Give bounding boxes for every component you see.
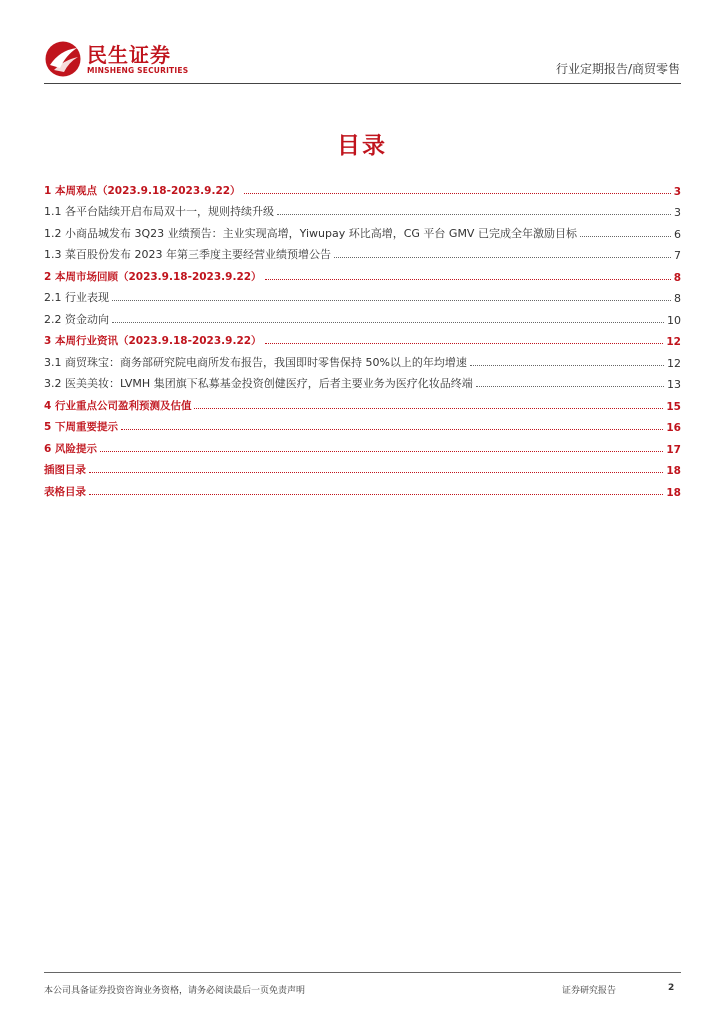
- toc-dot-leader: [112, 322, 664, 323]
- toc-entry-page: 3: [673, 185, 681, 198]
- toc-entry-label: 插图目录: [44, 464, 86, 476]
- toc-dot-leader: [580, 236, 671, 237]
- company-logo: [44, 40, 189, 80]
- toc-dot-leader: [476, 386, 664, 387]
- toc-entry-label: 2 本周市场回顾（2023.9.18-2023.9.22）: [44, 270, 262, 283]
- toc-entry-label: 5 下周重要提示: [44, 421, 118, 433]
- toc-entry-subsection[interactable]: [44, 219, 681, 241]
- toc-dot-leader: [100, 451, 663, 452]
- toc-entry-subsection[interactable]: [44, 370, 681, 392]
- toc-entry-label: 6 风险提示: [44, 442, 97, 455]
- toc-entry-section[interactable]: [44, 477, 681, 499]
- toc-entry-section[interactable]: [44, 262, 681, 284]
- toc-entry-section[interactable]: [44, 456, 681, 478]
- toc-dot-leader: [194, 408, 663, 409]
- toc-entry-label: 2.2 资金动向: [44, 312, 109, 326]
- toc-entry-page: 18: [666, 465, 681, 477]
- table-of-contents: [44, 176, 681, 499]
- toc-entry-label: 1 本周观点（2023.9.18-2023.9.22）: [44, 184, 241, 197]
- toc-entry-section[interactable]: [44, 434, 681, 456]
- toc-entry-label: 4 行业重点公司盈利预测及估值: [44, 399, 192, 412]
- toc-entry-subsection[interactable]: [44, 305, 681, 327]
- header-divider: [44, 83, 681, 84]
- toc-entry-label: 1.3 菜百股份发布 2023 年第三季度主要经营业绩预增公告: [44, 248, 331, 261]
- toc-entry-page: 16: [666, 422, 681, 434]
- toc-dot-leader: [470, 365, 664, 366]
- toc-entry-label: 1.1 各平台陆续开启布局双十一，规则持续升级: [44, 205, 274, 218]
- toc-entry-subsection[interactable]: [44, 284, 681, 306]
- toc-entry-page: 18: [666, 486, 681, 499]
- toc-dot-leader: [121, 429, 663, 430]
- toc-entry-page: 8: [674, 292, 681, 305]
- toc-entry-page: 8: [673, 271, 681, 284]
- toc-entry-page: 12: [667, 356, 681, 370]
- toc-entry-page: 17: [666, 443, 681, 456]
- toc-dot-leader: [89, 494, 663, 495]
- toc-entry-section[interactable]: [44, 413, 681, 435]
- toc-dot-leader: [277, 214, 671, 215]
- toc-entry-label: 1.2 小商品城发布 3Q23 业绩预告：主业实现高增，Yiwupay 环比高增，CG 平台 GMV 已完成全年激励目标: [44, 226, 577, 240]
- footer-disclaimer: 本公司具备证券投资咨询业务资格，请务必阅读最后一页免责声明: [44, 986, 306, 996]
- toc-dot-leader: [112, 300, 671, 301]
- toc-dot-leader: [265, 279, 671, 280]
- toc-entry-page: 12: [666, 336, 681, 348]
- page-header: [0, 0, 724, 90]
- toc-entry-page: 7: [674, 249, 681, 262]
- report-type-label: 行业定期报告/商贸零售: [555, 62, 680, 76]
- toc-dot-leader: [265, 343, 664, 344]
- toc-entry-subsection[interactable]: [44, 348, 681, 370]
- logo-english-name: MINSHENG SECURITIES: [87, 66, 189, 75]
- toc-dot-leader: [244, 193, 671, 194]
- toc-entry-label: 3 本周行业资讯（2023.9.18-2023.9.22）: [44, 335, 262, 347]
- toc-entry-subsection[interactable]: [44, 198, 681, 220]
- minsheng-logo-icon: [44, 40, 82, 78]
- footer-page-number: 2: [668, 983, 675, 993]
- toc-entry-label: 表格目录: [44, 485, 86, 498]
- toc-entry-subsection[interactable]: [44, 241, 681, 263]
- footer-divider: [44, 972, 681, 973]
- toc-entry-page: 13: [667, 378, 681, 391]
- toc-entry-label: 3.1 商贸珠宝：商务部研究院电商所发布报告，我国即时零售保持 50%以上的年均增速: [44, 355, 467, 369]
- logo-chinese-name: 民生证券: [87, 43, 171, 67]
- footer-report-label: 证券研究报告: [562, 986, 617, 996]
- toc-entry-page: 15: [666, 400, 681, 413]
- toc-entry-page: 6: [674, 227, 681, 241]
- toc-entry-section[interactable]: [44, 327, 681, 349]
- toc-dot-leader: [89, 472, 663, 473]
- toc-entry-label: 2.1 行业表现: [44, 291, 109, 304]
- toc-entry-page: 10: [667, 313, 681, 327]
- toc-entry-section[interactable]: [44, 391, 681, 413]
- toc-dot-leader: [334, 257, 671, 258]
- toc-entry-label: 3.2 医美美妆：LVMH 集团旗下私募基金投资创健医疗，后者主要业务为医疗化妆品终端: [44, 377, 473, 390]
- toc-entry-section[interactable]: [44, 176, 681, 198]
- toc-entry-page: 3: [674, 206, 681, 219]
- toc-title: 目录: [337, 133, 387, 159]
